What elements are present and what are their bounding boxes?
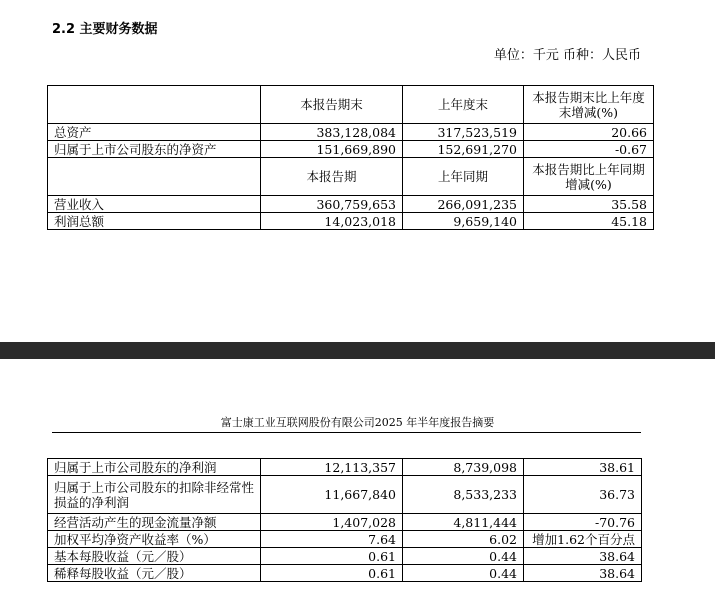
change-cell: 38.64 [524,565,642,582]
value-cell: 8,533,233 [403,476,524,514]
table-row [48,565,642,582]
value-cell: 0.44 [403,565,524,582]
value-cell: 151,669,890 [261,141,403,158]
section-title: 2.2 主要财务数据 [52,22,158,37]
row-label: 加权平均净资产收益率（%） [48,531,261,548]
value-cell: 360,759,653 [261,196,403,213]
change-cell: 45.18 [524,213,654,230]
table-row [48,476,642,514]
caption-divider [52,432,641,433]
header-cell [48,86,261,124]
table-row [48,141,654,158]
header-cell: 本报告期末比上年度末增减(%) [524,86,654,124]
value-cell: 317,523,519 [403,124,524,141]
header-cell: 上年同期 [403,158,524,196]
value-cell: 152,691,270 [403,141,524,158]
unit-currency-note: 单位：千元 币种：人民币 [493,48,641,63]
row-label: 归属于上市公司股东的净资产 [48,141,261,158]
table-row [48,531,642,548]
financial-data-table-top [47,85,654,230]
change-cell: 36.73 [524,476,642,514]
table-header-row [48,158,654,196]
change-cell: -70.76 [524,514,642,531]
change-cell: 增加1.62个百分点 [524,531,642,548]
row-label: 归属于上市公司股东的扣除非经常性损益的净利润 [48,476,261,514]
table-row [48,124,654,141]
value-cell: 7.64 [261,531,403,548]
value-cell: 383,128,084 [261,124,403,141]
row-label: 利润总额 [48,213,261,230]
change-cell: -0.67 [524,141,654,158]
value-cell: 0.61 [261,548,403,565]
value-cell: 0.61 [261,565,403,582]
value-cell: 1,407,028 [261,514,403,531]
change-cell: 35.58 [524,196,654,213]
change-cell: 38.64 [524,548,642,565]
row-label: 稀释每股收益（元／股） [48,565,261,582]
table-row [48,196,654,213]
table-row [48,514,642,531]
table-row [48,213,654,230]
row-label: 营业收入 [48,196,261,213]
row-label: 基本每股收益（元／股） [48,548,261,565]
value-cell: 12,113,357 [261,459,403,476]
financial-data-table-bottom [47,458,642,582]
value-cell: 266,091,235 [403,196,524,213]
page-caption: 富士康工业互联网股份有限公司2025 年半年度报告摘要 [220,416,495,429]
value-cell: 6.02 [403,531,524,548]
header-cell: 本报告期 [261,158,403,196]
row-label: 总资产 [48,124,261,141]
header-cell [48,158,261,196]
value-cell: 0.44 [403,548,524,565]
change-cell: 20.66 [524,124,654,141]
value-cell: 14,023,018 [261,213,403,230]
header-cell: 本报告期比上年同期增减(%) [524,158,654,196]
row-label: 归属于上市公司股东的净利润 [48,459,261,476]
header-cell: 本报告期末 [261,86,403,124]
value-cell: 8,739,098 [403,459,524,476]
row-label: 经营活动产生的现金流量净额 [48,514,261,531]
header-cell: 上年度末 [403,86,524,124]
table-header-row [48,86,654,124]
page-break-band [0,342,715,359]
table-row [48,548,642,565]
value-cell: 9,659,140 [403,213,524,230]
value-cell: 11,667,840 [261,476,403,514]
value-cell: 4,811,444 [403,514,524,531]
table-row [48,459,642,476]
change-cell: 38.61 [524,459,642,476]
